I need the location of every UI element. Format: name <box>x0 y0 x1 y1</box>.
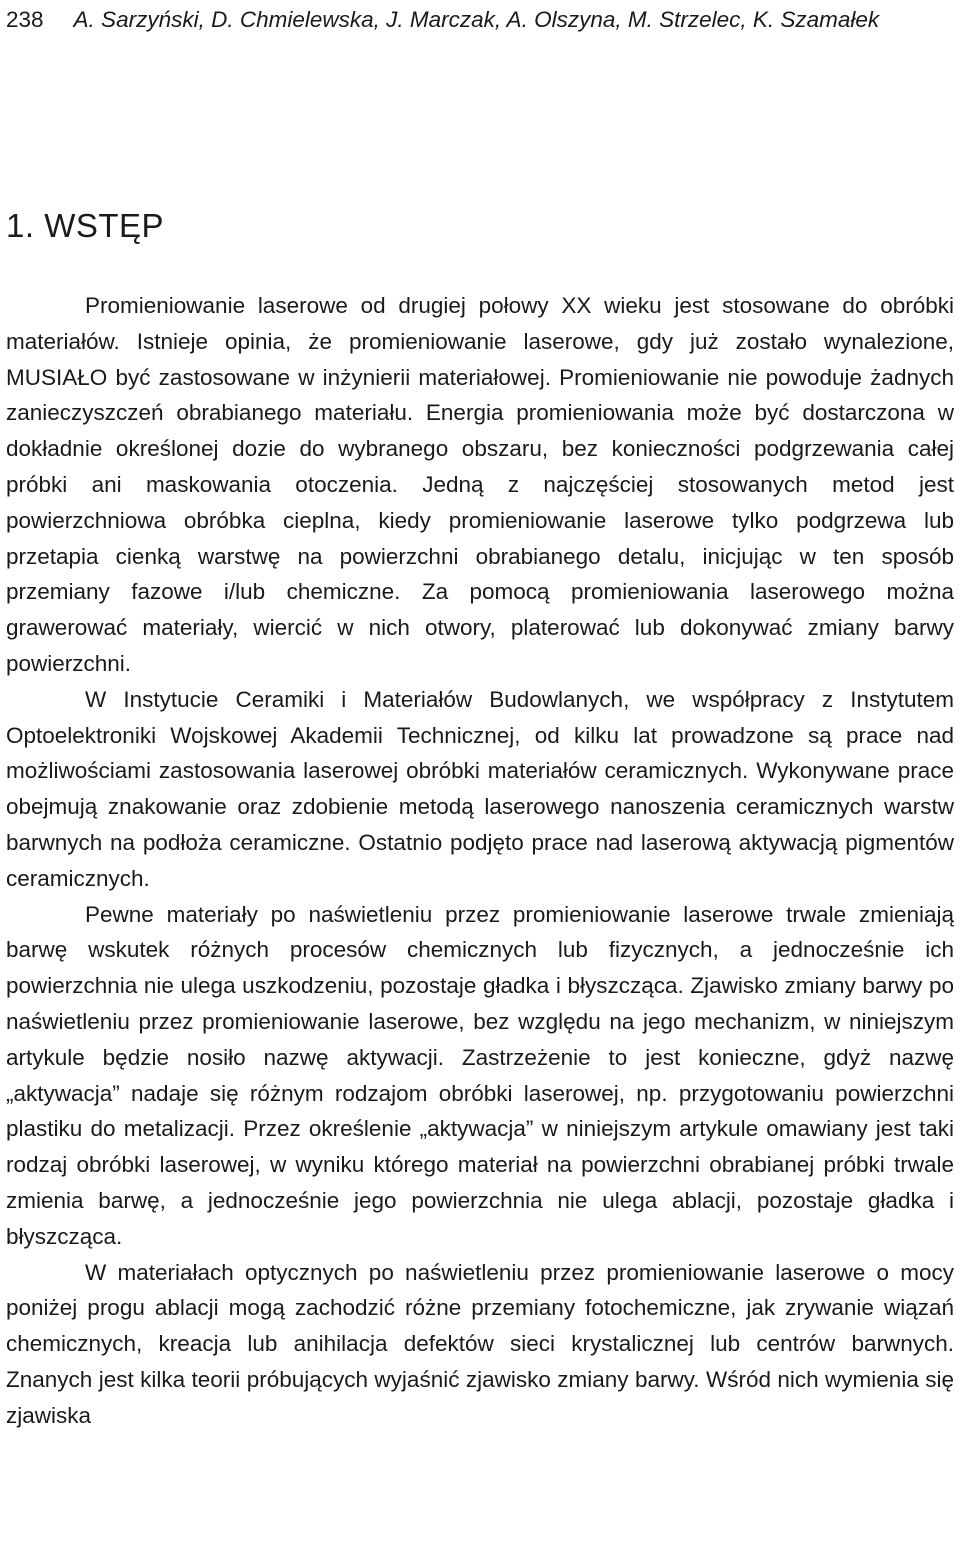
running-head-authors: A. Sarzyński, D. Chmielewska, J. Marczak, A. Olszyna, M. Strzelec, K. Szamałek <box>73 7 880 32</box>
paragraph-institute: W Instytucie Ceramiki i Materiałów Budowlanych, we współpracy z Instytutem Optoelektroniki Wojskowej Akademii Technicznej, od kilku lat prowadzone są prace nad możliwościami zastosowania laserowej obróbki materiałów ceramicznych. Wykonywane prace obejmują znakowanie oraz zdobienie metodą laserowego nanoszenia ceramicznych warstw barwnych na podłoża ceramiczne. Ostatnio podjęto prace nad laserową aktywacją pigmentów ceramicznych. <box>6 686 954 891</box>
body-text <box>6 288 954 1434</box>
paragraph-activation: Pewne materiały po naświetleniu przez promieniowanie laserowe trwale zmieniają barwę wskutek różnych procesów chemicznych lub fizycznych, a jednocześnie ich powierzchnia nie ulega uszkodzeniu, pozostaje gładka i błyszcząca. Zjawisko zmiany barwy po naświetleniu przez promieniowanie laserowe, bez względu na jego mechanizm, w niniejszym artykule będzie nosiło nazwę aktywacji. Zastrzeżenie to jest konieczne, gdyż nazwę „aktywacja” nadaje się różnym rodzajom obróbki laserowej, np. przygotowaniu powierzchni plastiku do metalizacji. Przez określenie „aktywacja” w niniejszym artykule omawiany jest taki rodzaj obróbki laserowej, w wyniku którego materiał na powierzchni obrabianej próbki trwale zmienia barwę, a jednocześnie jego powierzchnia nie ulega ablacji, pozostaje gładka i błyszcząca. <box>6 901 954 1249</box>
page-number: 238 <box>6 7 44 32</box>
document-page <box>6 0 954 1543</box>
page-header <box>6 2 954 38</box>
section-heading: 1. WSTĘP <box>6 207 165 244</box>
paragraph-optical-materials: W materiałach optycznych po naświetleniu przez promieniowanie laserowe o mocy poniżej progu ablacji mogą zachodzić różne przemiany fotochemiczne, jak zrywanie wiązań chemicznych, kreacja lub anihilacja defektów sieci krystalicznej lub centrów barwnych. Znanych jest kilka teorii próbujących wyjaśnić zjawisko zmiany barwy. Wśród nich wymienia się zjawiska <box>6 1259 954 1428</box>
paragraph-intro: Promieniowanie laserowe od drugiej połowy XX wieku jest stosowane do obróbki materiałów. Istnieje opinia, że promieniowanie laserowe, gdy już zostało wynalezione, MUSIAŁO być zastosowane w inżynierii materiałowej. Promieniowanie nie powoduje żadnych zanieczyszczeń obrabianego materiału. Energia promieniowania może być dostarczona w dokładnie określonej dozie do wybranego obszaru, bez konieczności podgrzewania całej próbki ani maskowania otoczenia. Jedną z najczęściej stosowanych metod jest powierzchniowa obróbka cieplna, kiedy promieniowanie laserowe tylko podgrzewa lub przetapia cienką warstwę na powierzchni obrabianego detalu, inicjując w ten sposób przemiany fazowe i/lub chemiczne. Za pomocą promieniowania laserowego można grawerować materiały, wiercić w nich otwory, platerować lub dokonywać zmiany barwy powierzchni. <box>6 293 954 676</box>
